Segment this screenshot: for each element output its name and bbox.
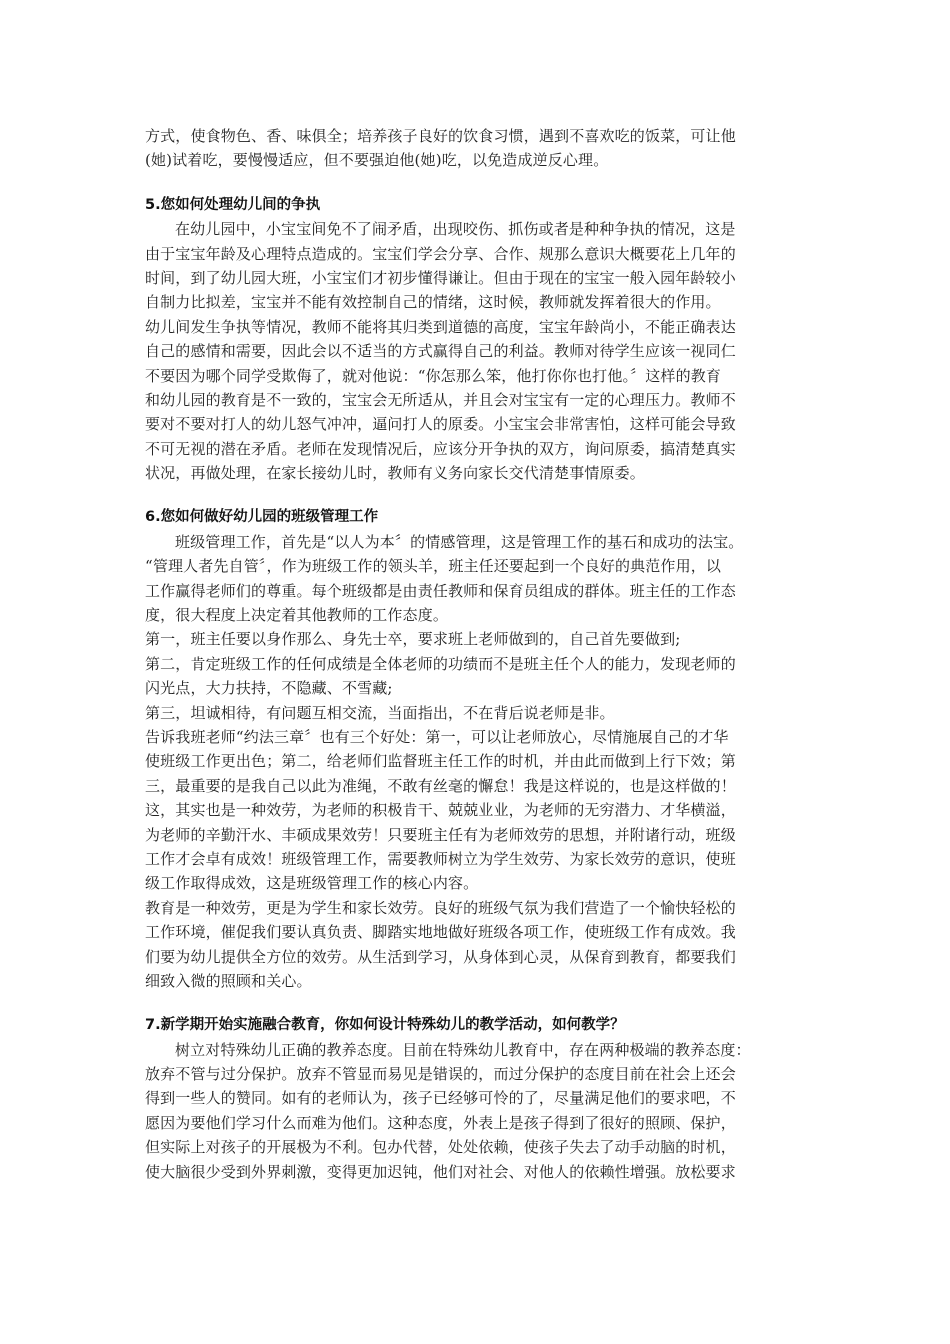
text-line: 自己的感情和需要，因此会以不适当的方式赢得自己的利益。教师对待学生应该一视同仁	[145, 342, 736, 361]
section-heading: 6.您如何做好幼儿园的班级管理工作	[145, 509, 379, 526]
text-line: 和幼儿园的教育是不一致的，宝宝会无所适从，并且会对宝宝有一定的心理压力。教师不	[145, 390, 736, 409]
text-line: 状况，再做处理，在家长接幼儿时，教师有义务向家长交代清楚事情原委。	[145, 464, 645, 483]
text-line: 闪光点，大力扶持，不隐藏、不雪藏;	[145, 679, 393, 698]
document-page	[145, 124, 811, 1184]
text-line: (她)试着吃，要慢慢适应，但不要强迫他(她)吃，以免造成逆反心理。	[145, 151, 609, 170]
text-line: 使班级工作更出色；第二，给老师们监督班主任工作的时机，并由此而做到上行下效；第	[145, 752, 736, 771]
text-line: 工作赢得老师们的尊重。每个班级都是由责任教师和保育员组成的群体。班主任的工作态	[145, 581, 736, 600]
text-line: 要对不要对打人的幼儿怒气冲冲，逼问打人的原委。小宝宝会非常害怕，这样可能会导致	[145, 415, 736, 434]
section-7	[145, 1013, 811, 1184]
text-line: 第二，肯定班级工作的任何成绩是全体老师的功绩而不是班主任个人的能力，发现老师的	[145, 654, 736, 673]
text-line: 愿因为要他们学习什么而难为他们。这种态度，外表上是孩子得到了很好的照顾、保护，	[145, 1113, 736, 1132]
text-line: 自制力比拟差，宝宝并不能有效控制自己的情绪，这时候，教师就发挥着很大的作用。	[145, 293, 721, 312]
text-line: 方式，使食物色、香、味俱全；培养孩子良好的饮食习惯，遇到不喜欢吃的饭菜，可让他	[145, 127, 736, 145]
text-line: 幼儿间发生争执等情况，教师不能将其归类到道德的高度，宝宝年龄尚小，不能正确表达	[145, 317, 736, 336]
text-line: 工作环境，催促我们要认真负责、脚踏实地地做好班级各项工作，使班级工作有成效。我	[145, 923, 736, 942]
section-heading: 7.新学期开始实施融合教育，你如何设计特殊幼儿的教学活动，如何教学？	[145, 1017, 625, 1034]
text-line: 细致入微的照顾和关心。	[145, 971, 312, 990]
text-line: “管理人者先自管〞，作为班级工作的领头羊，班主任还要起到一个良好的典范作用，以	[145, 557, 722, 576]
text-line: 放弃不管与过分保护。放弃不管显而易见是错误的，而过分保护的态度目前在社会上还会	[145, 1065, 736, 1084]
section-5	[145, 193, 811, 486]
text-line: 班级管理工作，首先是“以人为本〞的情感管理，这是管理工作的基石和成功的法宝。	[175, 532, 744, 551]
text-line: 不要因为哪个同学受欺侮了，就对他说：“你怎那么笨，他打你你也打他。〞这样的教育	[145, 366, 722, 385]
text-line: 级工作取得成效，这是班级管理工作的核心内容。	[145, 874, 479, 893]
text-line: 们要为幼儿提供全方位的效劳。从生活到学习，从身体到心灵，从保育到教育，都要我们	[145, 947, 736, 966]
text-line: 工作才会卓有成效！班级管理工作，需要教师树立为学生效劳、为家长效劳的意识，使班	[145, 849, 736, 868]
text-line: 但实际上对孩子的开展极为不利。包办代替，处处依赖，使孩子失去了动手动脑的时机，	[145, 1138, 736, 1157]
text-line: 树立对特殊幼儿正确的教养态度。目前在特殊幼儿教育中，存在两种极端的教养态度：	[175, 1040, 751, 1059]
text-line: 为老师的辛勤汗水、丰硕成果效劳！只要班主任有为老师效劳的思想，并附诸行动，班级	[145, 825, 736, 844]
section-heading: 5.您如何处理幼儿间的争执	[145, 196, 321, 213]
text-line: 这，其实也是一种效劳，为老师的积极肯干、兢兢业业，为老师的无穷潜力、才华横溢，	[145, 801, 736, 820]
text-line: 使大脑很少受到外界刺激，变得更加迟钝，他们对社会、对他人的依赖性增强。放松要求	[145, 1162, 736, 1181]
text-line: 由于宝宝年龄及心理特点造成的。宝宝们学会分享、合作、规那么意识大概要花上几年的	[145, 244, 736, 263]
text-line: 三，最重要的是我自己以此为准绳，不敢有丝毫的懈怠！我是这样说的，也是这样做的！	[145, 776, 736, 795]
text-line: 不可无视的潜在矛盾。老师在发现情况后，应该分开争执的双方，询问原委，搞清楚真实	[145, 439, 736, 458]
text-line: 在幼儿园中，小宝宝间免不了闹矛盾，出现咬伤、抓伤或者是种种争执的情况，这是	[175, 220, 736, 239]
intro-paragraph	[145, 124, 811, 173]
text-line: 得到一些人的赞同。如有的老师认为，孩子已经够可怜的了，尽量满足他们的要求吧，不	[145, 1089, 736, 1108]
section-6	[145, 505, 811, 993]
text-line: 第一，班主任要以身作那么、身先士卒，要求班上老师做到的，自己首先要做到;	[145, 630, 681, 649]
text-line: 第三，坦诚相待，有问题互相交流，当面指出，不在背后说老师是非。	[145, 703, 615, 722]
text-line: 度，很大程度上决定着其他教师的工作态度。	[145, 606, 449, 625]
text-line: 时间，到了幼儿园大班，小宝宝们才初步懂得谦让。但由于现在的宝宝一般入园年龄较小	[145, 268, 736, 287]
text-line: 告诉我班老师“约法三章〞也有三个好处：第一，可以让老师放心，尽情施展自己的才华	[145, 727, 729, 746]
text-line: 教育是一种效劳，更是为学生和家长效劳。良好的班级气氛为我们营造了一个愉快轻松的	[145, 898, 736, 917]
